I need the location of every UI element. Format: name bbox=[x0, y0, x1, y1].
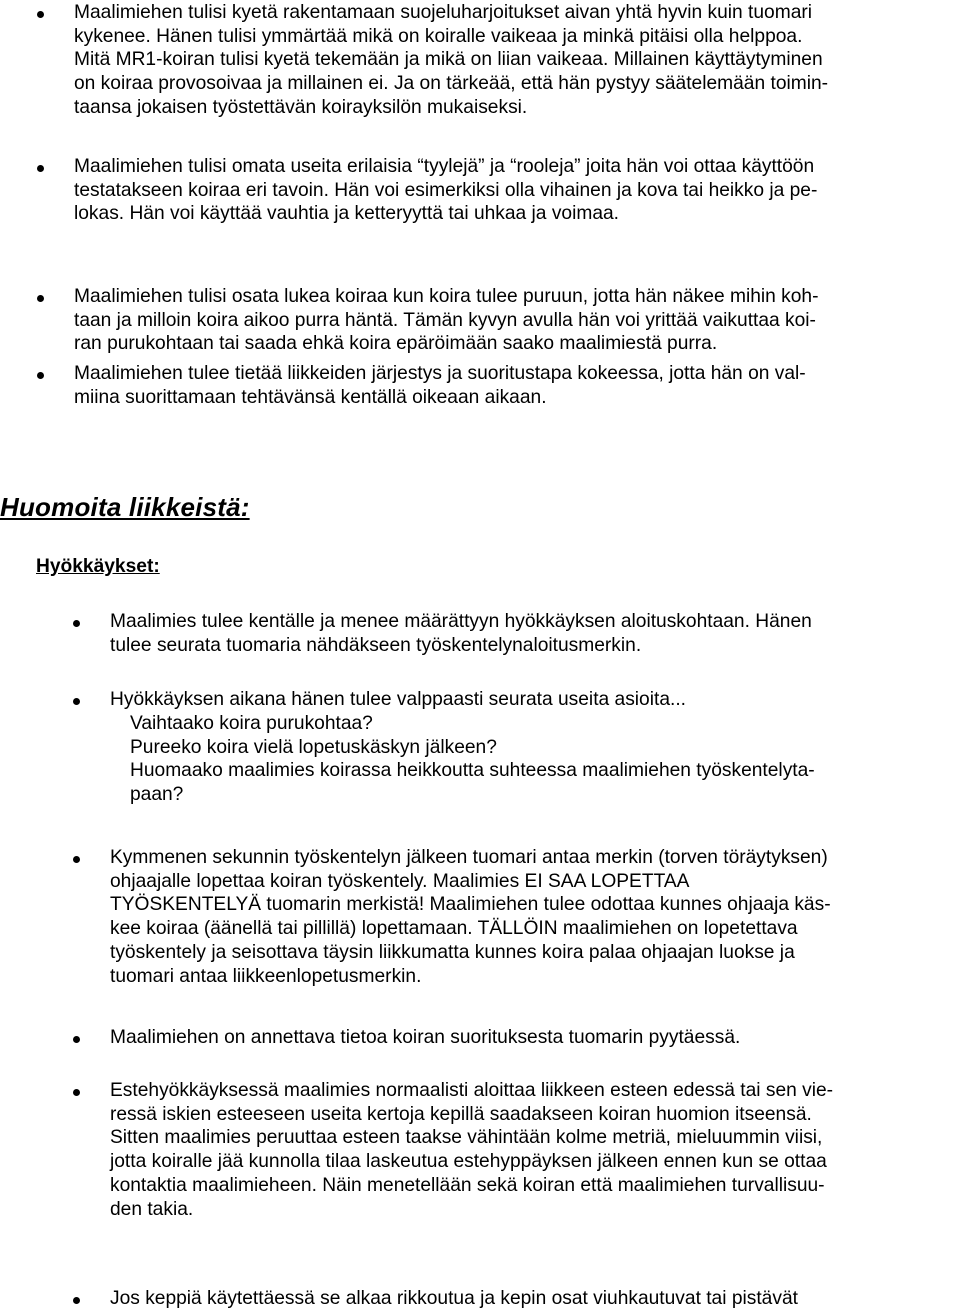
subsection-heading: Hyökkäykset: bbox=[36, 556, 160, 577]
text-line: jotta koiralle jää kunnolla tilaa laskeutua estehyppäyksen jälkeen ennen kun se ottaa bbox=[110, 1151, 827, 1173]
text-line: ressä iskien esteeseen useita kertoja kepillä saadakseen koiran huomion itseensä. bbox=[110, 1103, 812, 1125]
text-line: Maalimies tulee kentälle ja menee määrättyyn hyökkäyksen aloituskohtaan. Hänen bbox=[110, 611, 812, 632]
text-line: ohjaajalle lopettaa koiran työskentely. Maalimies EI SAA LOPETTAA bbox=[110, 870, 690, 892]
text-line: testatakseen koiraa eri tavoin. Hän voi esimerkiksi olla vihainen ja kova tai heikko ja pe- bbox=[74, 179, 818, 201]
paragraph bbox=[74, 285, 954, 356]
text-line: Pureeko koira vielä lopetuskäskyn jälkeen? bbox=[130, 736, 497, 758]
paragraph bbox=[74, 1, 954, 120]
text-line: työskentely ja seisottava täysin liikkumatta kunnes koira palaa ohjaajan luokse ja bbox=[110, 941, 795, 963]
bullet-icon bbox=[73, 1089, 80, 1096]
text-line: Maalimiehen on annettava tietoa koiran suorituksesta tuomarin pyytäessä. bbox=[110, 1027, 741, 1048]
text-line: lokas. Hän voi käyttää vauhtia ja ketteryyttä tai uhkaa ja voimaa. bbox=[74, 203, 619, 225]
bullet-icon bbox=[73, 620, 80, 627]
text-line: Maalimiehen tulee tietää liikkeiden järjestys ja suoritustapa kokeessa, jotta hän on val- bbox=[74, 363, 806, 384]
bullet-icon bbox=[37, 372, 44, 379]
sub-question-list bbox=[130, 712, 956, 807]
text-line: tulee seurata tuomaria nähdäkseen työskentelynaloitusmerkin. bbox=[110, 634, 642, 656]
text-line: on koiraa provosoivaa ja millainen ei. Ja on tärkeää, että hän pystyy säätelemään toimin- bbox=[74, 73, 829, 95]
paragraph bbox=[110, 846, 956, 988]
text-line: Mitä MR1-koiran tulisi kyetä tekemään ja mikä on liian vaikeaa. Millainen käyttäytyminen bbox=[74, 49, 823, 71]
paragraph bbox=[74, 362, 954, 409]
bullet-icon bbox=[37, 165, 44, 172]
bullet-icon bbox=[73, 698, 80, 705]
text-line: TYÖSKENTELYÄ tuomarin merkistä! Maalimiehen tulee odottaa kunnes ohjaaja käs- bbox=[110, 894, 831, 916]
text-line: Vaihtaako koira purukohtaa? bbox=[130, 713, 373, 734]
text-line: taan ja milloin koira aikoo purra häntä. Tämän kyvyn avulla hän voi yrittää vaikuttaa koi- bbox=[74, 309, 816, 331]
section-heading: Huomoita liikkeistä: bbox=[0, 492, 250, 522]
text-line: paan? bbox=[130, 784, 184, 806]
text-line: Estehyökkäyksessä maalimies normaalisti aloittaa liikkeen esteen edessä tai sen vie- bbox=[110, 1080, 834, 1101]
paragraph bbox=[110, 1079, 956, 1221]
text-line: ran purukohtaan tai saada ehkä koira epäröimään saako maalimiestä purra. bbox=[74, 333, 718, 355]
text-line: miina suorittamaan tehtävänsä kentällä oikeaan aikaan. bbox=[74, 386, 547, 408]
text-line: Jos keppiä käytettäessä se alkaa rikkoutua ja kepin osat viuhkautuvat tai pistävät bbox=[110, 1288, 798, 1309]
paragraph bbox=[110, 688, 956, 712]
text-line: Kymmenen sekunnin työskentelyn jälkeen tuomari antaa merkin (torven töräytyksen) bbox=[110, 847, 828, 868]
paragraph bbox=[74, 155, 954, 226]
text-line: Huomaako maalimies koirassa heikkoutta suhteessa maalimiehen työskentelyta- bbox=[130, 760, 815, 782]
text-line: kontaktia maalimieheen. Näin menetellään sekä koiran että maalimiehen turvallisuu- bbox=[110, 1174, 825, 1196]
bullet-icon bbox=[37, 295, 44, 302]
text-line: den takia. bbox=[110, 1198, 194, 1220]
bullet-icon bbox=[73, 1036, 80, 1043]
text-line: Maalimiehen tulisi omata useita erilaisia “tyylejä” ja “rooleja” joita hän voi ottaa käyttöön bbox=[74, 156, 815, 177]
text-line: Hyökkäyksen aikana hänen tulee valppaasti seurata useita asioita... bbox=[110, 689, 686, 710]
text-line: Maalimiehen tulisi kyetä rakentamaan suojeluharjoitukset aivan yhtä hyvin kuin tuomari bbox=[74, 2, 813, 23]
text-line: Maalimiehen tulisi osata lukea koiraa kun koira tulee puruun, jotta hän näkee mihin koh- bbox=[74, 286, 819, 307]
text-line: kykenee. Hänen tulisi ymmärtää mikä on koiralle vaikeaa ja minkä pitäisi olla helppoa. bbox=[74, 25, 803, 47]
bullet-icon bbox=[73, 1297, 80, 1304]
text-line: tuomari antaa liikkeenlopetusmerkin. bbox=[110, 965, 422, 987]
text-line: taansa jokaisen työstettävän koirayksilön mukaiseksi. bbox=[74, 96, 528, 118]
paragraph bbox=[110, 610, 956, 657]
text-line: Sitten maalimies peruuttaa esteen taakse vähintään kolme metriä, mieluummin viisi, bbox=[110, 1127, 823, 1149]
bullet-icon bbox=[37, 11, 44, 18]
paragraph bbox=[110, 1287, 956, 1311]
text-line: kee koiraa (äänellä tai pillillä) lopettamaan. TÄLLÖIN maalimiehen on lopetettava bbox=[110, 918, 798, 940]
paragraph bbox=[110, 1026, 956, 1050]
bullet-icon bbox=[73, 856, 80, 863]
